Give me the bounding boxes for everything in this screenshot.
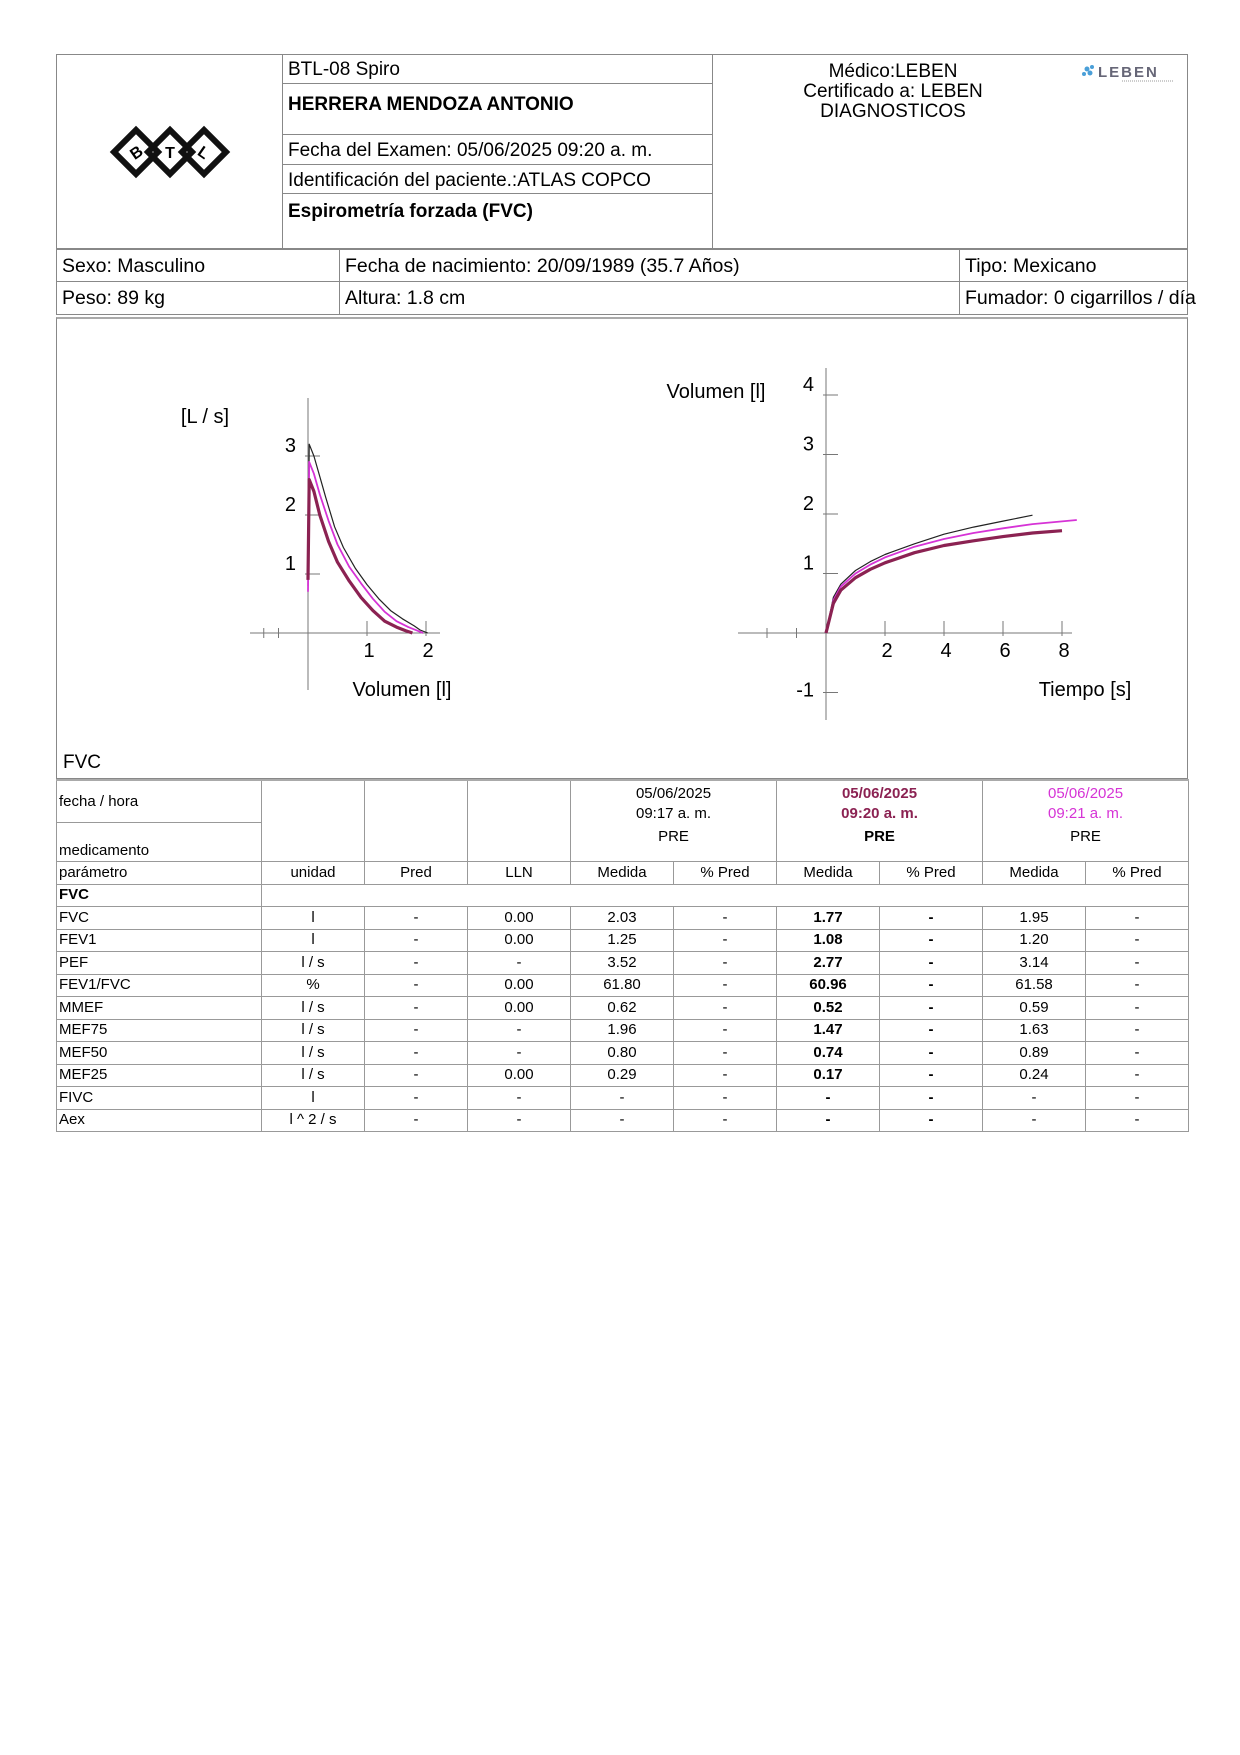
session-1-med: PRE (658, 828, 689, 845)
table-row (57, 952, 1189, 975)
table-cell: 0.00 (468, 997, 571, 1020)
table-cell: - (880, 1087, 983, 1110)
chart-1-y-tick-label: 1 (284, 553, 296, 575)
table-cell: MEF75 (57, 1019, 262, 1042)
svg-text:B: B (127, 142, 147, 164)
session-3-med: PRE (1070, 828, 1101, 845)
table-cell: 0.74 (777, 1042, 880, 1065)
table-cell: - (365, 1019, 468, 1042)
table-cell: - (983, 1087, 1086, 1110)
table-row (57, 1087, 1189, 1110)
table-row (57, 907, 1189, 930)
table-body (57, 907, 1189, 1132)
table-cell: - (674, 1087, 777, 1110)
patient-type: Tipo: Mexicano (965, 255, 1097, 277)
device-name: BTL-08 Spiro (283, 54, 712, 84)
chart-2-y-tick-label: -1 (796, 679, 814, 702)
chart-1-y-axis-label: [L / s] (180, 406, 230, 428)
chart-2-y-tick-label: 1 (802, 552, 814, 575)
table-cell: - (1086, 929, 1189, 952)
table-cell: - (365, 974, 468, 997)
col-header: Pred (365, 862, 468, 885)
table-columns-row (57, 862, 1189, 885)
table-cell: 1.77 (777, 907, 880, 930)
table-cell: - (1086, 1064, 1189, 1087)
exam-date: Fecha del Examen: 05/06/2025 09:20 a. m. (288, 140, 653, 161)
table-row (57, 997, 1189, 1020)
chart-2-y-tick-label: 2 (802, 493, 814, 515)
table-cell: MEF50 (57, 1042, 262, 1065)
table-cell: l / s (262, 997, 365, 1020)
table-cell: 3.14 (983, 952, 1086, 975)
table-cell: - (674, 929, 777, 952)
session-2-header (777, 780, 983, 862)
svg-text:L: L (194, 143, 213, 163)
doctor-name: Médico:LEBEN (828, 61, 958, 82)
table-cell: - (365, 997, 468, 1020)
table-cell: 2.03 (571, 907, 674, 930)
session-2-med: PRE (864, 828, 895, 845)
table-cell: FVC (57, 907, 262, 930)
birth-date: Fecha de nacimiento: 20/09/1989 (35.7 Años) (340, 250, 960, 282)
weight: Peso: 89 kg (57, 282, 340, 314)
chart-2-series-line (826, 515, 1033, 633)
table-row (57, 974, 1189, 997)
patient-name: HERRERA MENDOZA ANTONIO (283, 84, 712, 135)
col-header: unidad (262, 862, 365, 885)
session-3-time: 09:21 a. m. (1048, 805, 1124, 822)
table-cell: - (365, 1087, 468, 1110)
chart-2-y-tick-label: 4 (802, 374, 814, 396)
table-cell: - (1086, 1109, 1189, 1132)
table-cell: - (571, 1109, 674, 1132)
table-cell: - (777, 1087, 880, 1110)
chart-2-x-tick-label: 8 (1058, 640, 1070, 662)
table-cell: FIVC (57, 1087, 262, 1110)
chart-2-x-axis-label: Tiempo [s] (1038, 679, 1132, 701)
table-cell: 0.62 (571, 997, 674, 1020)
table-cell: - (880, 1064, 983, 1087)
table-cell: 0.24 (983, 1064, 1086, 1087)
chart-1-series-line (308, 480, 412, 633)
table-head-row-date (57, 780, 1189, 823)
fecha-label: fecha / hora (57, 780, 262, 823)
session-1-header (571, 780, 777, 862)
col-header: % Pred (1086, 862, 1189, 885)
leben-logo-text: LEBEN (1098, 64, 1159, 81)
table-cell: 0.00 (468, 907, 571, 930)
head-empty-2 (365, 780, 468, 862)
col-header: LLN (468, 862, 571, 885)
table-cell: 1.08 (777, 929, 880, 952)
table-cell: - (468, 1109, 571, 1132)
session-1-date: 05/06/2025 (635, 785, 712, 802)
table-cell: l (262, 907, 365, 930)
table-cell: 0.00 (468, 1064, 571, 1087)
table-cell: - (880, 1042, 983, 1065)
table-cell: - (365, 929, 468, 952)
results-table (56, 779, 1189, 1132)
patient-id: Identificación del paciente.:ATLAS COPCO (283, 164, 712, 194)
table-cell: - (1086, 952, 1189, 975)
table-cell: - (365, 1064, 468, 1087)
session-3-header (983, 780, 1189, 862)
session-3-date: 05/06/2025 (1047, 785, 1124, 802)
table-cell: - (880, 907, 983, 930)
table-cell: - (468, 1019, 571, 1042)
chart-2-x-tick-label: 2 (881, 640, 893, 662)
table-cell: - (674, 1109, 777, 1132)
chart-2-x-tick-label: 4 (940, 640, 952, 662)
table-cell: 0.17 (777, 1064, 880, 1087)
session-1-time: 09:17 a. m. (635, 805, 712, 822)
session-2-date: 05/06/2025 (841, 785, 918, 802)
table-cell: l / s (262, 1064, 365, 1087)
table-cell: FEV1 (57, 929, 262, 952)
table-cell: - (365, 952, 468, 975)
table-cell: - (365, 907, 468, 930)
head-empty-1 (262, 780, 365, 862)
table-row (57, 1042, 1189, 1065)
certified-line-2: DIAGNOSTICOS (820, 101, 966, 122)
table-cell: - (1086, 1019, 1189, 1042)
table-cell: - (1086, 1042, 1189, 1065)
table-cell: 2.77 (777, 952, 880, 975)
table-cell: l / s (262, 1019, 365, 1042)
table-cell: 0.80 (571, 1042, 674, 1065)
table-cell: 60.96 (777, 974, 880, 997)
table-cell: 61.80 (571, 974, 674, 997)
chart-2-series-line (826, 520, 1077, 633)
table-cell: l / s (262, 952, 365, 975)
group-label: FVC (57, 884, 262, 907)
table-cell: - (880, 997, 983, 1020)
table-cell: - (674, 1019, 777, 1042)
table-cell: - (674, 997, 777, 1020)
group-spacer (262, 884, 1189, 907)
chart-2-x-tick-label: 6 (999, 640, 1011, 662)
height: Altura: 1.8 cm (340, 282, 960, 314)
chart-1-x-tick-label: 1 (363, 640, 375, 662)
chart-2-y-axis-label: Volumen [l] (666, 381, 766, 403)
table-cell: l ^ 2 / s (262, 1109, 365, 1132)
table-cell: - (880, 974, 983, 997)
table-cell: % (262, 974, 365, 997)
table-cell: 1.20 (983, 929, 1086, 952)
col-header: % Pred (674, 862, 777, 885)
table-cell: FEV1/FVC (57, 974, 262, 997)
table-cell: - (1086, 997, 1189, 1020)
table-cell: - (674, 907, 777, 930)
table-cell: l (262, 1087, 365, 1110)
table-cell: - (1086, 1087, 1189, 1110)
table-row (57, 1109, 1189, 1132)
table-cell: 1.95 (983, 907, 1086, 930)
table-cell: l / s (262, 1042, 365, 1065)
table-row (57, 1019, 1189, 1042)
smoker: Fumador: 0 cigarrillos / día (965, 287, 1196, 309)
table-group-row (57, 884, 1189, 907)
table-cell: 0.89 (983, 1042, 1086, 1065)
test-type: Espirometría forzada (FVC) (288, 201, 533, 222)
table-cell: - (468, 952, 571, 975)
chart-1-y-tick-label: 3 (284, 435, 296, 457)
charts-canvas (0, 0, 1240, 800)
certified-line-1: Certificado a: LEBEN (803, 81, 983, 102)
chart-1-x-tick-label: 2 (422, 640, 434, 662)
table-cell: - (880, 1109, 983, 1132)
table-row (57, 1064, 1189, 1087)
table-cell: MEF25 (57, 1064, 262, 1087)
chart-2-y-tick-label: 3 (802, 433, 814, 456)
table-cell: - (468, 1087, 571, 1110)
table-cell: 0.00 (468, 974, 571, 997)
session-2-time: 09:20 a. m. (841, 805, 918, 822)
table-cell: - (571, 1087, 674, 1110)
head-empty-3 (468, 780, 571, 862)
table-cell: - (1086, 974, 1189, 997)
table-cell: 0.52 (777, 997, 880, 1020)
table-cell: - (880, 952, 983, 975)
chart-1-series-line (308, 462, 423, 633)
sex: Sexo: Masculino (57, 250, 340, 282)
chart-2-series-line (826, 531, 1062, 633)
table-cell: 0.59 (983, 997, 1086, 1020)
table-cell: - (1086, 907, 1189, 930)
medic-label: medicamento (57, 823, 262, 862)
table-cell: - (880, 929, 983, 952)
table-cell: - (983, 1109, 1086, 1132)
col-header: Medida (777, 862, 880, 885)
table-row (57, 929, 1189, 952)
col-header: Medida (571, 862, 674, 885)
table-cell: 3.52 (571, 952, 674, 975)
table-cell: - (674, 1064, 777, 1087)
table-cell: 0.29 (571, 1064, 674, 1087)
table-cell: - (365, 1042, 468, 1065)
table-cell: 1.96 (571, 1019, 674, 1042)
chart-1-y-tick-label: 2 (284, 494, 296, 516)
table-cell: 1.25 (571, 929, 674, 952)
table-cell: - (468, 1042, 571, 1065)
col-header: Medida (983, 862, 1086, 885)
table-cell: - (674, 952, 777, 975)
table-cell: l (262, 929, 365, 952)
table-cell: 1.63 (983, 1019, 1086, 1042)
table-cell: - (674, 974, 777, 997)
chart-1-x-axis-label: Volumen [l] (352, 679, 452, 701)
table-cell: MMEF (57, 997, 262, 1020)
col-header: % Pred (880, 862, 983, 885)
table-cell: - (365, 1109, 468, 1132)
table-cell: - (777, 1109, 880, 1132)
svg-text:T: T (165, 145, 175, 162)
table-cell: 61.58 (983, 974, 1086, 997)
table-cell: Aex (57, 1109, 262, 1132)
table-cell: 0.00 (468, 929, 571, 952)
table-cell: PEF (57, 952, 262, 975)
col-header: parámetro (57, 862, 262, 885)
table-cell: - (880, 1019, 983, 1042)
chart-section-label: FVC (63, 752, 101, 773)
table-cell: 1.47 (777, 1019, 880, 1042)
table-cell: - (674, 1042, 777, 1065)
